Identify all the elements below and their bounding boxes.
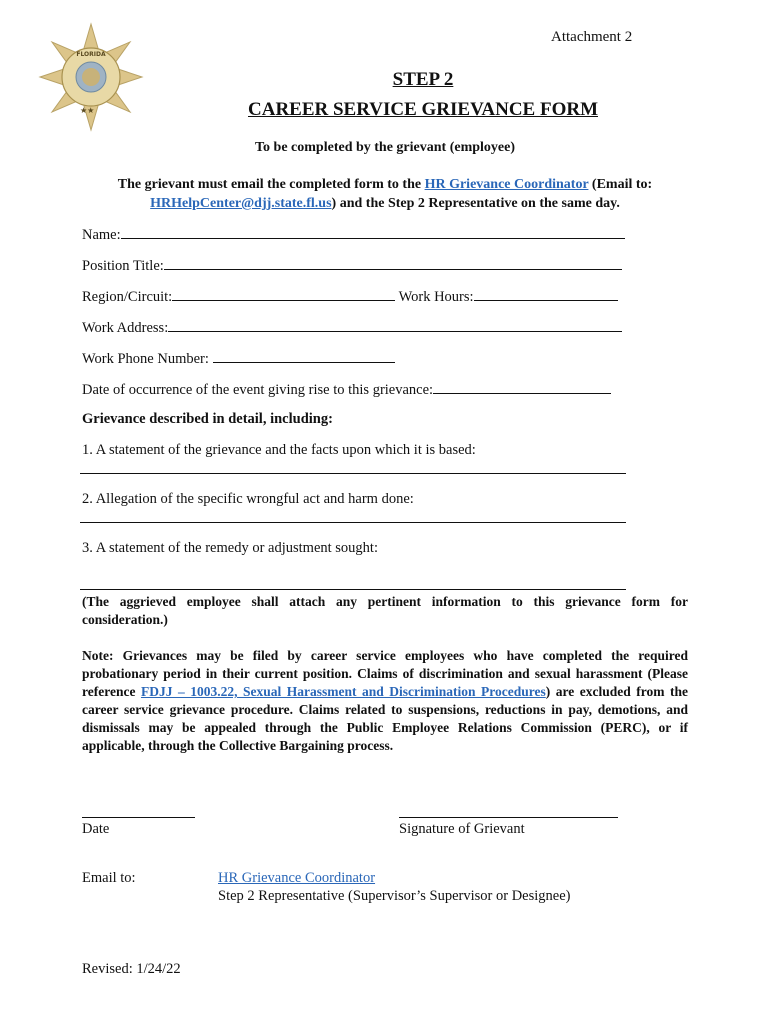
date-label: Date — [82, 821, 110, 837]
name-field[interactable]: Name: — [82, 225, 625, 244]
seal-top-text: FLORIDA — [76, 51, 106, 58]
email-to-label: Email to: — [82, 870, 136, 886]
work-hours-field[interactable]: Work Hours: — [399, 289, 618, 305]
attachment-label: Attachment 2 — [551, 29, 633, 45]
note-paragraph: Note: Grievances may be filed by career service employees who have completed the required probationary period in their current position. Claims of discrimination and sexual harassment (Please reference FDJJ – 1003.22, Sexual Harassment and Discrimination Procedures) are excluded from the career service grievance procedure. Claims related to suspensions, reductions in pay, demotions, and dismissals may be appealed through the Public Employee Relations Commission (PERC), or if applicable, through the Collective Bargaining process. — [82, 648, 688, 753]
region-circuit-field[interactable]: Region/Circuit: Work Hours: — [82, 287, 618, 306]
instructions: The grievant must email the completed form to the HR Grievance Coordinator (Email to: HRHelpCenter@djj.state.fl.us) and the Step 2 Representative on the same day. — [117, 177, 653, 211]
date-signature-line[interactable] — [82, 817, 195, 818]
answer-line-2[interactable] — [80, 522, 626, 523]
hr-coordinator-link[interactable]: HR Grievance Coordinator — [424, 177, 589, 192]
grievance-heading: Grievance described in detail, including: — [82, 411, 333, 427]
date-occurrence-field[interactable]: Date of occurrence of the event giving rise to this grievance: — [82, 380, 611, 399]
step-heading: STEP 2 — [392, 69, 454, 90]
form-subtitle: To be completed by the grievant (employee) — [255, 140, 515, 155]
work-phone-field[interactable]: Work Phone Number: — [82, 349, 395, 368]
email-hr-coordinator-link[interactable]: HR Grievance Coordinator — [218, 870, 376, 886]
answer-line-3[interactable] — [80, 589, 626, 590]
grievance-item-1: 1. A statement of the grievance and the facts upon which it is based: — [82, 442, 476, 458]
grievant-signature-line[interactable] — [399, 817, 618, 818]
svg-text:★★: ★★ — [80, 106, 95, 115]
grievance-item-2: 2. Allegation of the specific wrongful act and harm done: — [82, 491, 414, 507]
hr-email-link[interactable]: HRHelpCenter@djj.state.fl.us — [150, 196, 332, 211]
step2-representative: Step 2 Representative (Supervisor’s Supervisor or Designee) — [218, 888, 571, 904]
signature-label: Signature of Grievant — [399, 821, 525, 837]
form-title: CAREER SERVICE GRIEVANCE FORM — [248, 99, 598, 120]
attach-note: (The aggrieved employee shall attach any pertinent information to this grievance form for consideration.) — [82, 594, 688, 627]
position-title-field[interactable]: Position Title: — [82, 256, 622, 275]
revised-date: Revised: 1/24/22 — [82, 961, 181, 977]
grievance-item-3: 3. A statement of the remedy or adjustment sought: — [82, 540, 378, 556]
work-address-field[interactable]: Work Address: — [82, 318, 622, 337]
answer-line-1[interactable] — [80, 473, 626, 474]
harassment-procedure-link[interactable]: FDJJ – 1003.22, Sexual Harassment and Discrimination Procedures — [140, 684, 546, 699]
